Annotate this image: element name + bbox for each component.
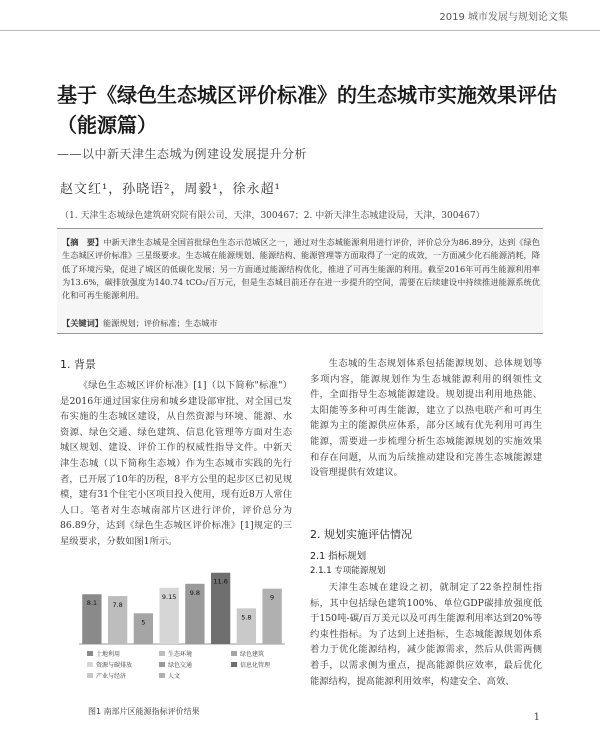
bar-value-label: 9 bbox=[270, 593, 275, 602]
bar-value-label: 9.8 bbox=[189, 588, 201, 597]
legend-label: 土地利用 bbox=[96, 651, 121, 658]
bar-value-label: 7.8 bbox=[112, 601, 123, 610]
section-1-paragraph: 《绿色生态城区评价标准》[1]（以下简称"标准"）是2016年通过国家住房和城乡建设部审批、对全国已发布实施的生态城区建设，从自然资源与环境、能源、水资源、绿色交通、绿色建筑、信息化管理等方面对生态城区规划、建设、评价工作的权威性指导文件。中新天津生态城（以下简称生态城）作为生态城市实践的先行者，已开展了10年的历程，8平方公里的起步区已初见规模，建有31个住宅小区项目投入使用，现有近8万人常住人口。笔者对生态城南部片区进行评价，评价总分为86.89分，达到《绿色生态城区评价标准》[1]规定的三星级要求，分数如图1所示。 bbox=[60, 380, 292, 547]
bar-value-label: 5.8 bbox=[241, 613, 252, 622]
legend-swatch bbox=[87, 673, 93, 678]
section-2-heading: 2. 规划实施评估情况 bbox=[310, 528, 412, 541]
legend-label: 产业与经济 bbox=[96, 673, 127, 680]
bar-value-label: 8.1 bbox=[86, 599, 98, 608]
legend-label: 信息化管理 bbox=[240, 662, 271, 669]
keywords bbox=[62, 318, 540, 329]
section-1-heading: 1. 背景 bbox=[60, 358, 96, 371]
legend-swatch bbox=[159, 651, 165, 656]
abstract-label: 【摘 要】 bbox=[62, 237, 104, 247]
keywords-label: 【关键词】 bbox=[62, 318, 103, 328]
bar-value-label: 9.15 bbox=[161, 592, 177, 601]
legend-label: 绿色交通 bbox=[168, 662, 193, 669]
legend-label: 人文 bbox=[168, 673, 181, 680]
journal-title: 2019 城市发展与规划论文集 bbox=[439, 12, 568, 23]
figure-caption: 图1 南部片区能源指标评价结果 bbox=[88, 707, 200, 716]
legend-label: 绿色建筑 bbox=[240, 651, 265, 658]
paper-subtitle: ——以中新天津生态城为例建设发展提升分析 bbox=[57, 147, 308, 161]
legend-swatch bbox=[87, 662, 93, 667]
right-intro-paragraph: 生态城的生态规划体系包括能源规划、总体规划等多项内容，能源规划作为生态城能源利用的纲领性文件，全面指导生态城能源建设。规划提出利用地热能、太阳能等多种可再生能源，建立了以热电联产和可再生能源为主的能源供应体系，部分区域有优先利用可再生能源，需要进一步梳理分析生态城能源规划的实施效果和存在问题，从而为后续推动建设和完善生态城能源建设管理提供有效建议。 bbox=[310, 358, 542, 479]
legend-label: 资源与碳排放 bbox=[96, 662, 133, 669]
abstract-text: 中新天津生态城是全国首批绿色生态示范城区之一，通过对生态城能源利用进行评价，评价总分为86.89分，达到《绿色生态城区评价标准》三星级要求。生态城在能源规划、能源结构、能源管理等方面取得了一定的成效，一方面减少化石能源消耗，降低了环境污染，促进了城区的低碳化发展；另一方面通过能源结构优化，推进了可再生能源的利用。截至2016年可再生能源利用率为13.6%，碳排放强度为140.74 tCO₂/百万元，但是生态城目前还存在进一步提升的空间，需要在后续建设中持续推进能源系统优化和可再生能源利用。 bbox=[62, 237, 540, 301]
legend-swatch bbox=[231, 651, 237, 656]
legend-swatch bbox=[231, 662, 237, 667]
legend-swatch bbox=[159, 662, 165, 667]
page-number: 1 bbox=[533, 712, 540, 723]
author-list: 赵文红¹，孙晓语²，周毅¹，徐永超¹ bbox=[60, 182, 281, 197]
bar-chart bbox=[57, 552, 295, 702]
legend-swatch bbox=[159, 673, 165, 678]
subsection-2-1-heading: 2.1 指标规划 bbox=[310, 551, 367, 562]
affiliation: （1. 天津生态城绿色建筑研究院有限公司，天津，300467；2. 中新天津生态城建设局，天津，300467） bbox=[60, 211, 485, 221]
figure-1 bbox=[57, 552, 295, 712]
legend-swatch bbox=[87, 651, 93, 656]
abstract bbox=[62, 236, 540, 302]
legend-label: 生态环境 bbox=[168, 651, 193, 658]
keywords-text: 能源规划；评价标准；生态城市 bbox=[102, 318, 218, 328]
subsection-2-1-1-heading: 2.1.1 专项能源规划 bbox=[310, 566, 386, 576]
paper-title: 基于《绿色生态城区评价标准》的生态城市实施效果评估（能源篇） bbox=[57, 83, 557, 137]
bar-value-label: 5 bbox=[141, 618, 146, 627]
bar-value-label: 11.6 bbox=[213, 577, 228, 586]
section-2-paragraph: 天津生态城在建设之初，就制定了22条控制性指标，其中包括绿色建筑100%、单位GDP碳排放强度低于150吨-碳/百万美元以及可再生能源利用率达到20%等约束性指标。为了达到上述指标，生态城能源规划体系着力于优化能源结构，减少能源需求，然后从供需两侧着手，以需求侧为重点，提高能源供应效率，最后优化能源结构，提高能源利用效率，构建安全、高效、 bbox=[310, 582, 542, 687]
page-header bbox=[0, 0, 600, 31]
